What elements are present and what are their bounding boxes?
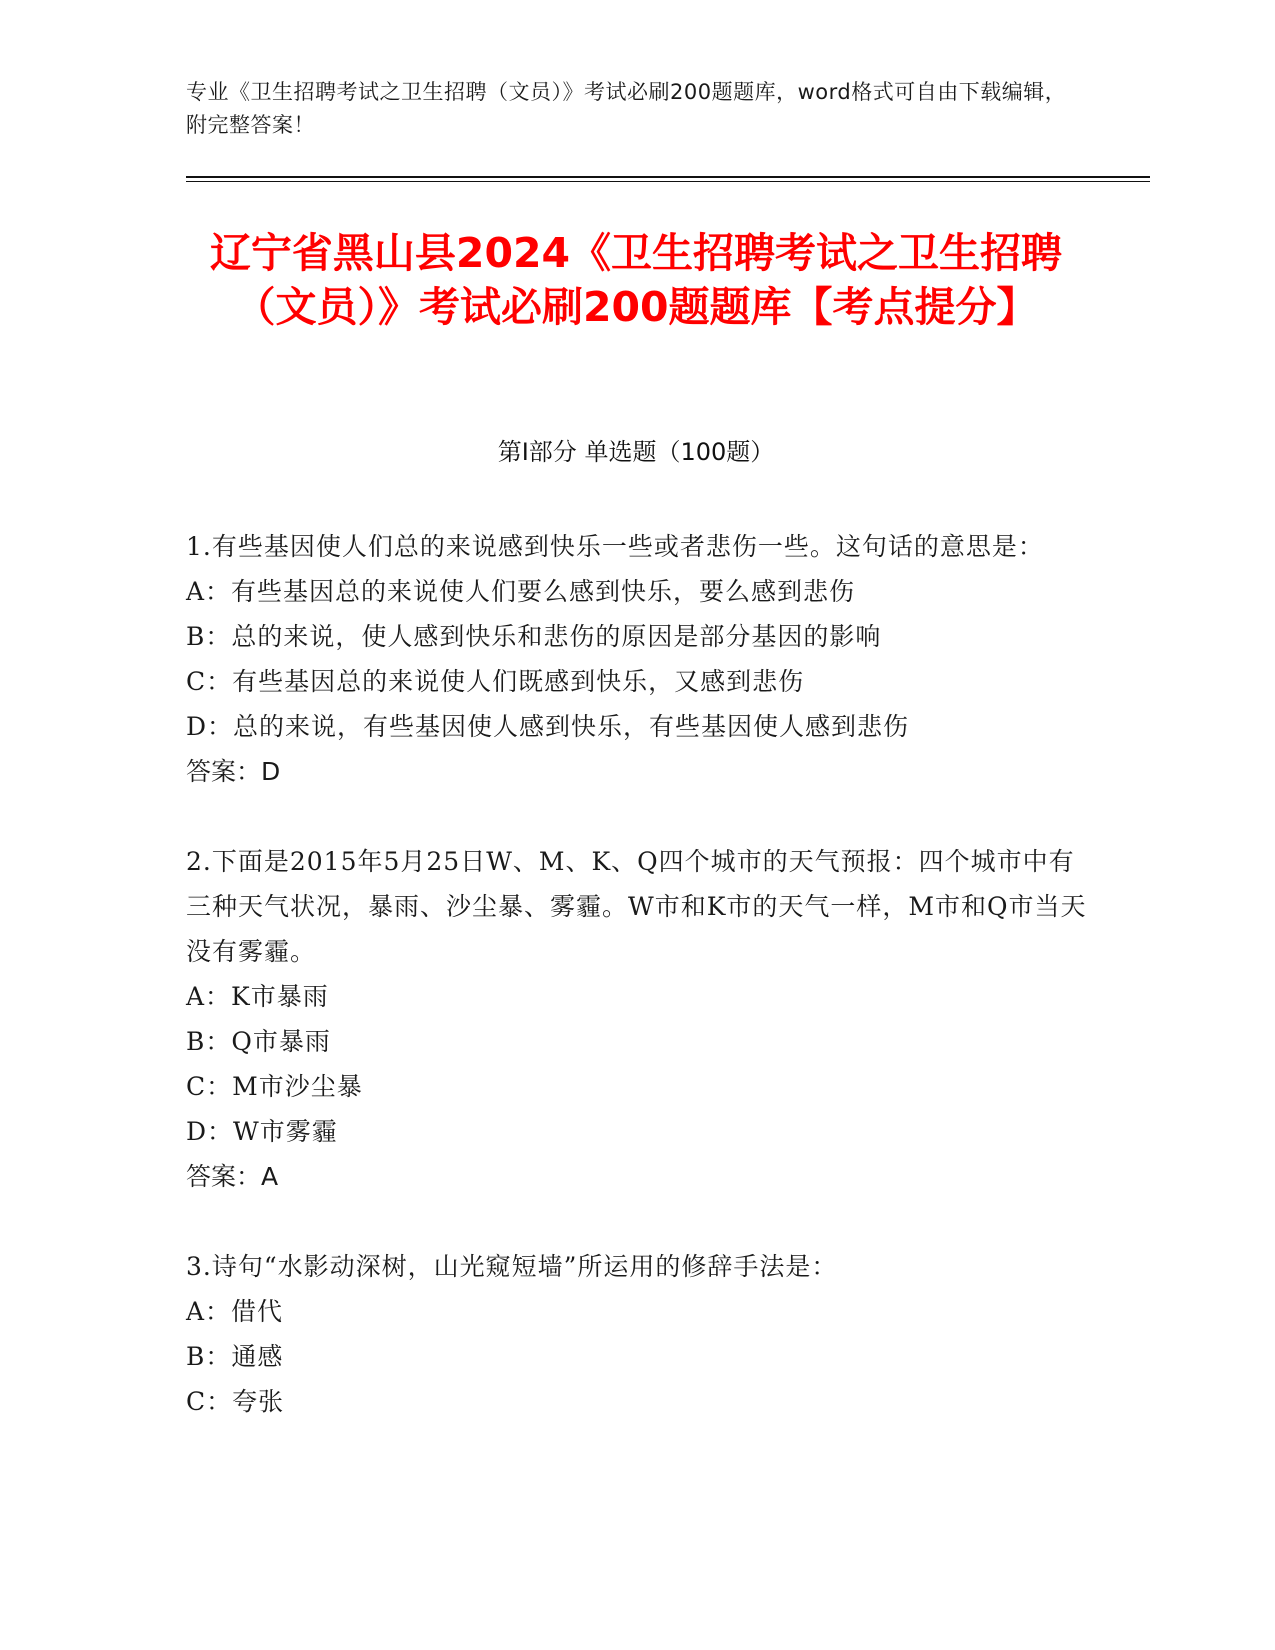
document-title: 辽宁省黑山县2024《卫生招聘考试之卫生招聘（文员）》考试必刷200题题库【考点提分】	[209, 229, 1063, 331]
answer-line: 答案：D	[186, 757, 281, 786]
option-a: A：有些基因总的来说使人们要么感到快乐，要么感到悲伤	[186, 577, 856, 606]
option-c: C：M市沙尘暴	[186, 1072, 363, 1101]
option-b: B：Q市暴雨	[186, 1027, 331, 1056]
option-b: B：通感	[186, 1342, 284, 1371]
option-d: D：总的来说，有些基因使人感到快乐，有些基因使人感到悲伤	[186, 712, 910, 741]
question-list	[186, 524, 1096, 1469]
header-divider-thick	[186, 176, 1150, 178]
header-divider-thin	[186, 181, 1150, 182]
option-b: B：总的来说，使人感到快乐和悲伤的原因是部分基因的影响	[186, 622, 882, 651]
question-1	[186, 524, 1096, 794]
question-2	[186, 839, 1096, 1199]
option-c: C：有些基因总的来说使人们既感到快乐，又感到悲伤	[186, 667, 805, 696]
option-a: A：K市暴雨	[186, 982, 329, 1011]
option-d: D：W市雾霾	[186, 1117, 338, 1146]
question-stem: 2.下面是2015年5月25日W、M、K、Q四个城市的天气预报：四个城市中有三种天气状况，暴雨、沙尘暴、雾霾。W市和K市的天气一样，M市和Q市当天没有雾霾。	[186, 847, 1087, 966]
question-stem: 3.诗句“水影动深树，山光窥短墙”所运用的修辞手法是：	[186, 1252, 838, 1281]
question-stem: 1.有些基因使人们总的来说感到快乐一些或者悲伤一些。这句话的意思是：	[186, 532, 1044, 561]
header-note: 专业《卫生招聘考试之卫生招聘（文员）》考试必刷200题题库，word格式可自由下载编辑，附完整答案！	[186, 80, 1067, 137]
question-3	[186, 1244, 1096, 1424]
answer-line: 答案：A	[186, 1162, 279, 1191]
option-a: A：借代	[186, 1297, 284, 1326]
option-c: C：夸张	[186, 1387, 285, 1416]
section-title: 第I部分 单选题（100题）	[497, 438, 775, 466]
